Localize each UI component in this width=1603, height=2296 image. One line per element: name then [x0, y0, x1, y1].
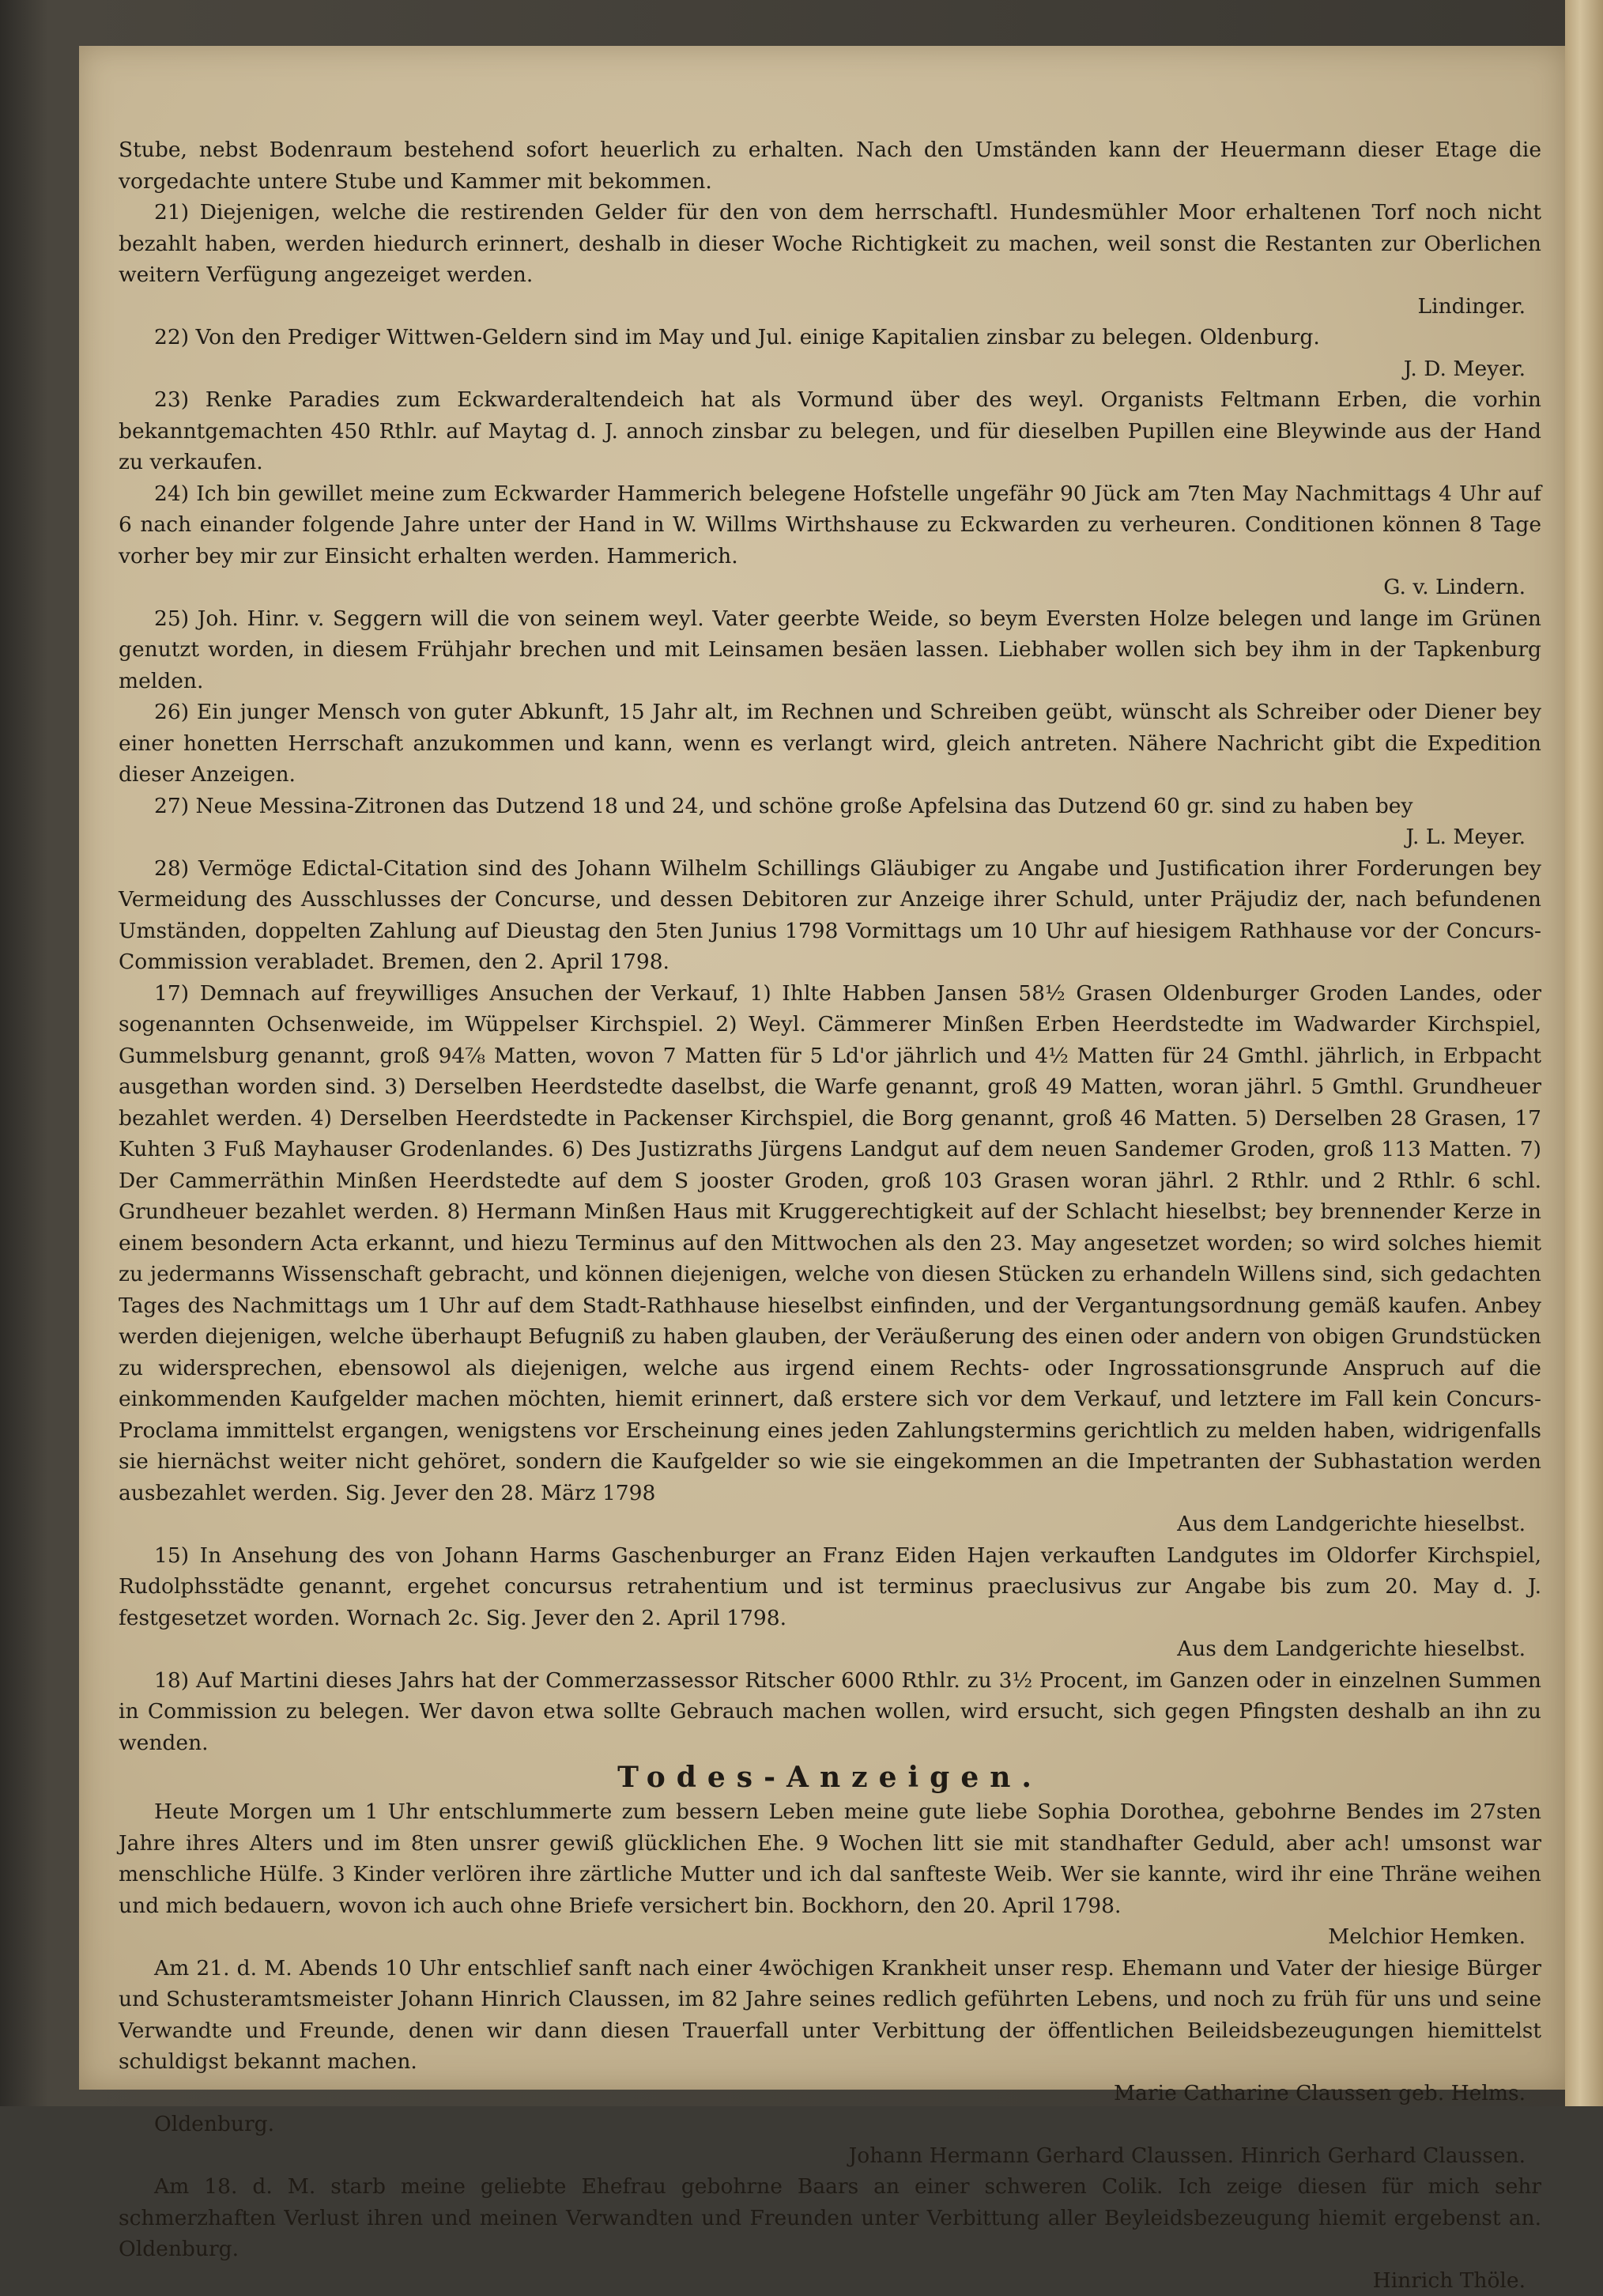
page-text — [119, 134, 1541, 2048]
notice-paragraph: 23) Renke Paradies zum Eckwarderaltendeich hat als Vormund über des weyl. Organists Feltmann Erben, die vorhin bekanntgemachten 450 Rthlr. auf Maytag d. J. annoch zinsbar zu belegen, und für dieselben Pupillen eine Bleywinde aus der Hand zu verkaufen. — [119, 384, 1541, 478]
notice-paragraph: Stube, nebst Bodenraum bestehend sofort heuerlich zu erhalten. Nach den Umständen kann der Heuermann dieser Etage die vorgedachte untere Stube und Kammer mit bekommen. — [119, 134, 1541, 197]
notice-paragraph: Am 18. d. M. starb meine geliebte Ehefrau gebohrne Baars an einer schweren Colik. Ich zeige diesen für mich sehr schmerzhaften Verlust ihren und meinen Verwandten und Freunden unter Verbittung aller Beyleidsbezeugung hiemit ergebenst an. Oldenburg. — [119, 2171, 1541, 2265]
signature: Johann Hermann Gerhard Claussen. Hinrich Gerhard Claussen. — [119, 2140, 1541, 2172]
signature: Aus dem Landgerichte hieselbst. — [119, 1633, 1541, 1665]
notice-paragraph: Am 21. d. M. Abends 10 Uhr entschlief sanft nach einer 4wöchigen Krankheit unser resp. Ehemann und Vater der hiesige Bürger und Schusteramtsmeister Johann Hinrich Claussen, im 82 Jahre seines redlich geführten Lebens, und noch zu früh für uns und seine Verwandte und Freunde, denen wir dann diesen Trauerfall unter Verbittung der öffentlichen Beileidsbezeugungen hiemittelst schuldigst bekannt machen. — [119, 1953, 1541, 2078]
signature: J. D. Meyer. — [119, 353, 1541, 385]
signature: Hinrich Thöle. — [119, 2265, 1541, 2296]
signature: Marie Catharine Claussen geb. Helms. — [119, 2078, 1541, 2109]
signature: Melchior Hemken. — [119, 1921, 1541, 1953]
section-heading: Todes-Anzeigen. — [119, 1760, 1541, 1795]
notice-paragraph: 28) Vermöge Edictal-Citation sind des Johann Wilhelm Schillings Gläubiger zu Angabe und Justification ihrer Forderungen bey Vermeidung des Ausschlusses der Concurse, und dessen Debitoren zur Anzeige ihrer Schuld, unter Präjudiz der, nach befundenen Umständen, doppelten Zahlung auf Dieustag den 5ten Junius 1798 Vormittags um 10 Uhr auf hiesigem Rathhause vor der Concurs-Commission verabladet. Bremen, den 2. April 1798. — [119, 853, 1541, 978]
notice-paragraph: 26) Ein junger Mensch von guter Abkunft, 15 Jahr alt, im Rechnen und Schreiben geübt, wünscht als Schreiber oder Diener bey einer honetten Herrschaft anzukommen und kann, wenn es verlangt wird, gleich antreten. Nähere Nachricht gibt die Expedition dieser Anzeigen. — [119, 697, 1541, 791]
notice-paragraph: Heute Morgen um 1 Uhr entschlummerte zum bessern Leben meine gute liebe Sophia Dorothea, gebohrne Bendes im 27sten Jahre ihres Alters und im 8ten unsrer gewiß glücklichen Ehe. 9 Wochen litt sie mit standhafter Geduld, aber ach! umsonst war menschliche Hülfe. 3 Kinder verlören ihre zärtliche Mutter und ich dal sanfteste Weib. Wer sie kannte, wird ihr eine Thräne weihen und mich bedauern, wovon ich auch ohne Briefe versichert bin. Bockhorn, den 20. April 1798. — [119, 1796, 1541, 1921]
page-edge — [1565, 0, 1603, 2106]
signature: Lindinger. — [119, 291, 1541, 323]
signature: J. L. Meyer. — [119, 821, 1541, 853]
notice-paragraph: 17) Demnach auf freywilliges Ansuchen der Verkauf, 1) Ihlte Habben Jansen 58½ Grasen Oldenburger Groden Landes, oder sogenannten Ochsenweide, im Wüppelser Kirchspiel. 2) Weyl. Cämmerer Minßen Erben Heerdstedte im Wadwarder Kirchspiel, Gummelsburg genannt, groß 94⅞ Matten, wovon 7 Matten für 5 Ld'or jährlich und 4½ Matten für 24 Gmthl. jährlich, in Erbpacht ausgethan worden sind. 3) Derselben Heerdstedte daselbst, die Warfe genannt, groß 49 Matten, woran jährl. 5 Gmthl. Grundheuer bezahlet werden. 4) Derselben Heerdstedte in Packenser Kirchspiel, die Borg genannt, groß 46 Matten. 5) Derselben 28 Grasen, 17 Kuhten 3 Fuß Mayhauser Grodenlandes. 6) Des Justizraths Jürgens Landgut auf dem neuen Sandemer Groden, groß 113 Matten. 7) Der Cammerräthin Minßen Heerdstedte auf dem S jooster Groden, groß 103 Grasen woran jährl. 2 Rthlr. und 2 Rthlr. 6 schl. Grundheuer bezahlet werden. 8) Hermann Minßen Haus mit Kruggerechtigkeit auf der Schlacht hieselbst; bey brennender Kerze in einem besondern Acta erkannt, und hiezu Terminus auf den Mittwochen als den 23. May angesetzet worden; so wird solches hiemit zu jedermanns Wissenschaft gebracht, und können diejenigen, welche von diesen Stücken zu erhandeln Willens sind, sich gedachten Tages des Nachmittags um 1 Uhr auf dem Stadt-Rathhause hieselbst einfinden, und der Vergantungsordnung gemäß kaufen. Anbey werden diejenigen, welche überhaupt Befugniß zu haben glauben, der Veräußerung des einen oder andern von obigen Grundstücken zu widersprechen, ebensowol als diejenigen, welche aus irgend einem Rechts- oder Ingrossationsgrunde Anspruch auf die einkommenden Kaufgelder machen möchten, hiemit erinnert, daß erstere sich vor dem Verkauf, und letztere im Fall kein Concurs-Proclama immittelst ergangen, wenigstens vor Erscheinung eines jeden Zahlungstermins gerichtlich zu melden haben, widrigenfalls sie hiernächst weiter nicht gehöret, sondern die Kaufgelder so wie sie eingekommen an die Impetranten der Subhastation werden ausbezahlet werden. Sig. Jever den 28. März 1798 — [119, 978, 1541, 1509]
notice-paragraph: 24) Ich bin gewillet meine zum Eckwarder Hammerich belegene Hofstelle ungefähr 90 Jück am 7ten May Nachmittags 4 Uhr auf 6 nach einander folgende Jahre unter der Hand in W. Willms Wirthshause zu Eckwarden zu verheuren. Conditionen können 8 Tage vorher bey mir zur Einsicht erhalten werden. Hammerich. — [119, 478, 1541, 572]
notice-paragraph: Oldenburg. — [119, 2109, 1541, 2140]
notice-paragraph: 18) Auf Martini dieses Jahrs hat der Commerzassessor Ritscher 6000 Rthlr. zu 3½ Procent, im Ganzen oder in einzelnen Summen in Commission zu belegen. Wer davon etwa sollte Gebrauch machen wollen, wird ersucht, sich gegen Pfingsten deshalb an ihn zu wenden. — [119, 1665, 1541, 1759]
signature: G. v. Lindern. — [119, 572, 1541, 603]
signature: Aus dem Landgerichte hieselbst. — [119, 1509, 1541, 1540]
notice-paragraph: 25) Joh. Hinr. v. Seggern will die von seinem weyl. Vater geerbte Weide, so beym Eversten Holze belegen und lange im Grünen genutzt worden, in diesem Frühjahr brechen und mit Leinsamen besäen lassen. Liebhaber wollen sich bey ihm in der Tapkenburg melden. — [119, 603, 1541, 697]
notice-paragraph: 15) In Ansehung des von Johann Harms Gaschenburger an Franz Eiden Hajen verkauften Landgutes im Oldorfer Kirchspiel, Rudolphsstädte genannt, ergehet concursus retrahentium und ist terminus praeclusivus zur Angabe bis zum 20. May d. J. festgesetzet worden. Wornach 2c. Sig. Jever den 2. April 1798. — [119, 1540, 1541, 1634]
notice-paragraph: 22) Von den Prediger Wittwen-Geldern sind im May und Jul. einige Kapitalien zinsbar zu belegen. Oldenburg. — [119, 322, 1541, 353]
notice-paragraph: 27) Neue Messina-Zitronen das Dutzend 18 und 24, und schöne große Apfelsina das Dutzend 60 gr. sind zu haben bey — [119, 791, 1541, 822]
notice-paragraph: 21) Diejenigen, welche die restirenden Gelder für den von dem herrschaftl. Hundesmühler Moor erhaltenen Torf noch nicht bezahlt haben, werden hiedurch erinnert, deshalb in dieser Woche Richtigkeit zu machen, weil sonst die Restanten zur Oberlichen weitern Verfügung angezeiget werden. — [119, 197, 1541, 291]
